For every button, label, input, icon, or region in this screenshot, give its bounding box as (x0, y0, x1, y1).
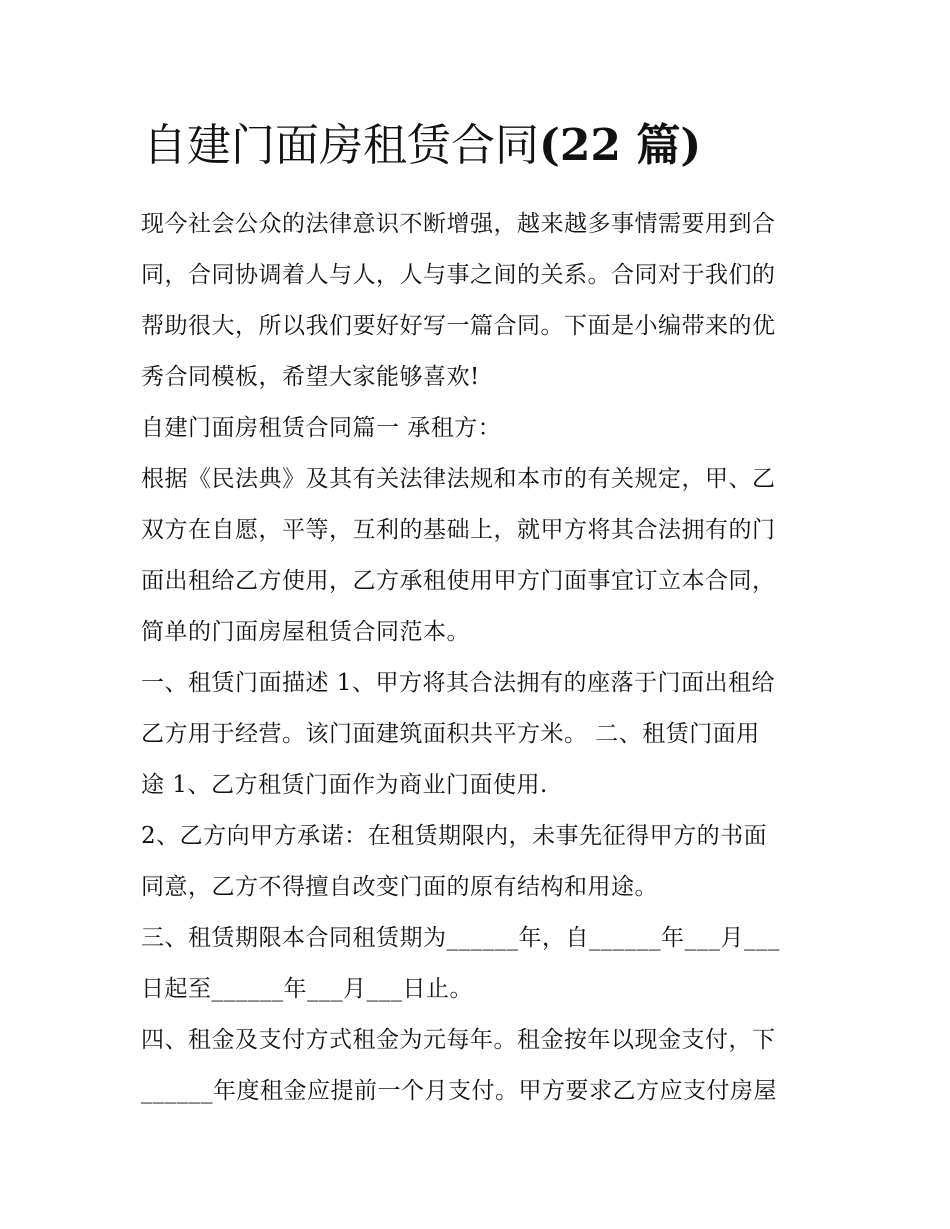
body-line: 同意，乙方不得擅自改变门面的原有结构和用途。 (141, 874, 658, 900)
body-line: 途 1、乙方租赁门面作为商业门面使用. (141, 772, 548, 798)
body-line: 乙方用于经营。该门面建筑面积共平方米。 二、租赁门面用 (141, 721, 760, 747)
section-heading-line: 自建门面房租赁合同篇一 承租方： (141, 415, 502, 441)
body-line: 双方在自愿，平等，互利的基础上，就甲方将其合法拥有的门 (141, 517, 776, 543)
body-line: 现今社会公众的法律意识不断增强，越来越多事情需要用到合 (141, 211, 776, 237)
body-line: 四、租金及支付方式租金为元每年。租金按年以现金支付，下 (141, 1027, 776, 1053)
document-title (143, 116, 701, 176)
document-title-main: 自建门面房租赁合同 (143, 120, 539, 171)
body-line: 面出租给乙方使用，乙方承租使用甲方门面事宜订立本合同， (141, 568, 776, 594)
body-line: 一、租赁门面描述 1、甲方将其合法拥有的座落于门面出租给 (141, 670, 775, 696)
body-line: ______年度租金应提前一个月支付。甲方要求乙方应支付房屋 (141, 1078, 777, 1104)
body-line: 简单的门面房屋租赁合同范本。 (141, 619, 470, 645)
body-line: 同，合同协调着人与人，人与事之间的关系。合同对于我们的 (141, 262, 776, 288)
body-line: 根据《民法典》及其有关法律法规和本市的有关规定，甲、乙 (141, 466, 776, 492)
body-line: 帮助很大，所以我们要好好写一篇合同。下面是小编带来的优 (141, 313, 776, 339)
document-title-count: (22 篇) (539, 120, 702, 171)
body-line: 秀合同模板，希望大家能够喜欢! (141, 364, 480, 390)
document-body (141, 199, 821, 1117)
body-line: 日起至______年___月___日止。 (141, 976, 473, 1002)
body-line: 2、乙方向甲方承诺：在租赁期限内，未事先征得甲方的书面 (141, 823, 768, 849)
body-line: 三、租赁期限本合同租赁期为______年，自______年___月___ (141, 925, 780, 951)
